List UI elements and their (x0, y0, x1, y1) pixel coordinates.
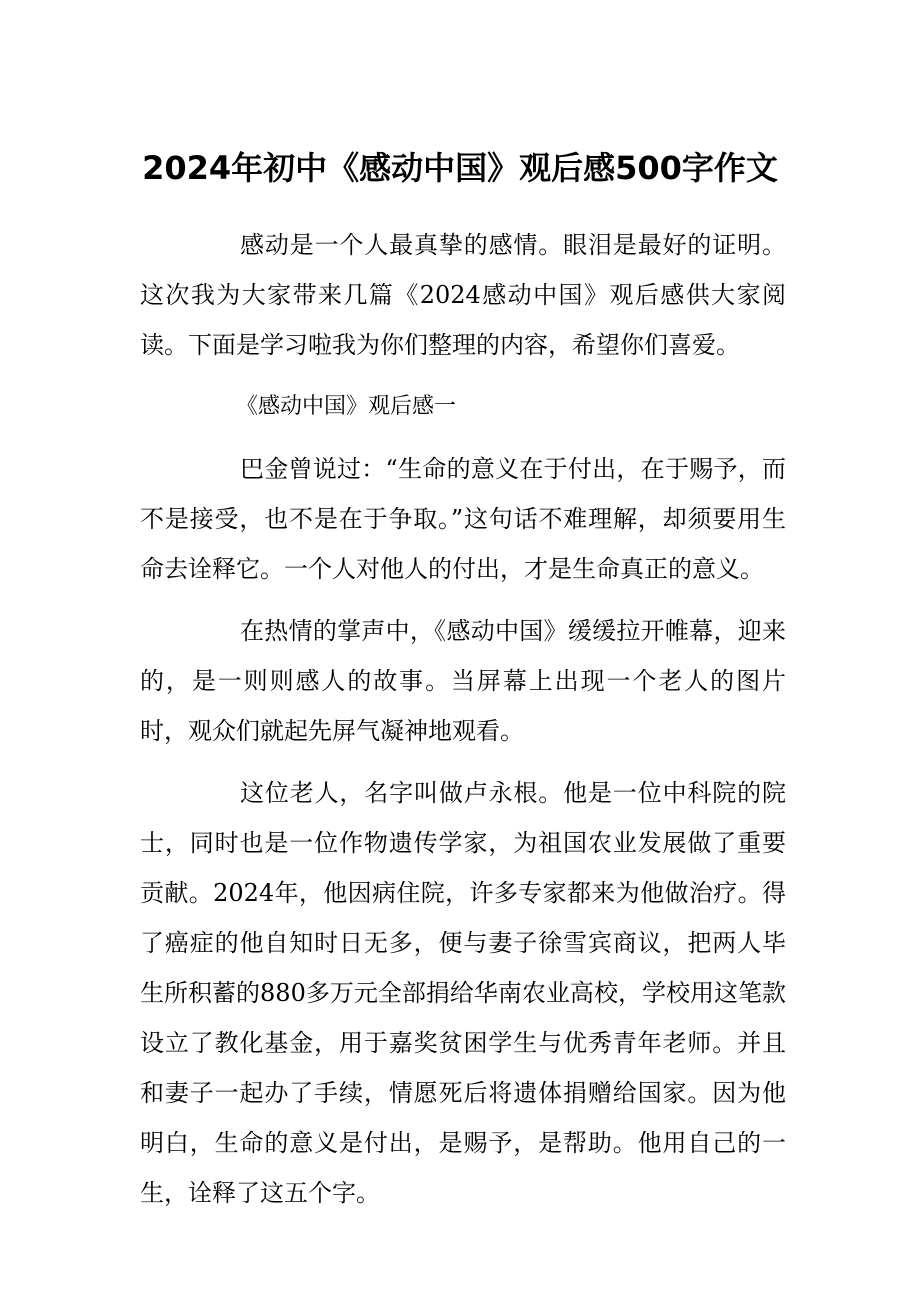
body-paragraph: 在热情的掌声中，《感动中国》缓缓拉开帷幕，迎来的，是一则则感人的故事。当屏幕上出现一个老人的图片时，观众们就起先屏气凝神地观看。 (140, 617, 786, 745)
section-heading: 《感动中国》观后感一 (236, 394, 457, 419)
document-title: 2024年初中《感动中国》观后感500字作文 (142, 149, 778, 187)
document-body (140, 220, 786, 1230)
body-paragraph: 巴金曾说过：“生命的意义在于付出，在于赐予，而不是接受，也不是在于争取。”这句话不难理解，却须要用生命去诠释它。一个人对他人的付出，才是生命真正的意义。 (140, 455, 786, 583)
body-paragraph: 这位老人，名字叫做卢永根。他是一位中科院的院士，同时也是一位作物遗传学家，为祖国农业发展做了重要贡献。2024年，他因病住院，许多专家都来为他做治疗。得了癌症的他自知时日无多，便与妻子徐雪宾商议，把两人毕生所积蓄的880多万元全部捐给华南农业高校，学校用这笔款设立了教化基金，用于嘉奖贫困学生与优秀青年老师。并且和妻子一起办了手续，情愿死后将遗体捐赠给国家。因为他明白，生命的意义是付出，是赐予，是帮助。他用自己的一生，诠释了这五个字。 (140, 779, 786, 1207)
intro-paragraph: 感动是一个人最真挚的感情。眼泪是最好的证明。这次我为大家带来几篇《2024感动中国》观后感供大家阅读。下面是学习啦我为你们整理的内容，希望你们喜爱。 (140, 231, 786, 359)
